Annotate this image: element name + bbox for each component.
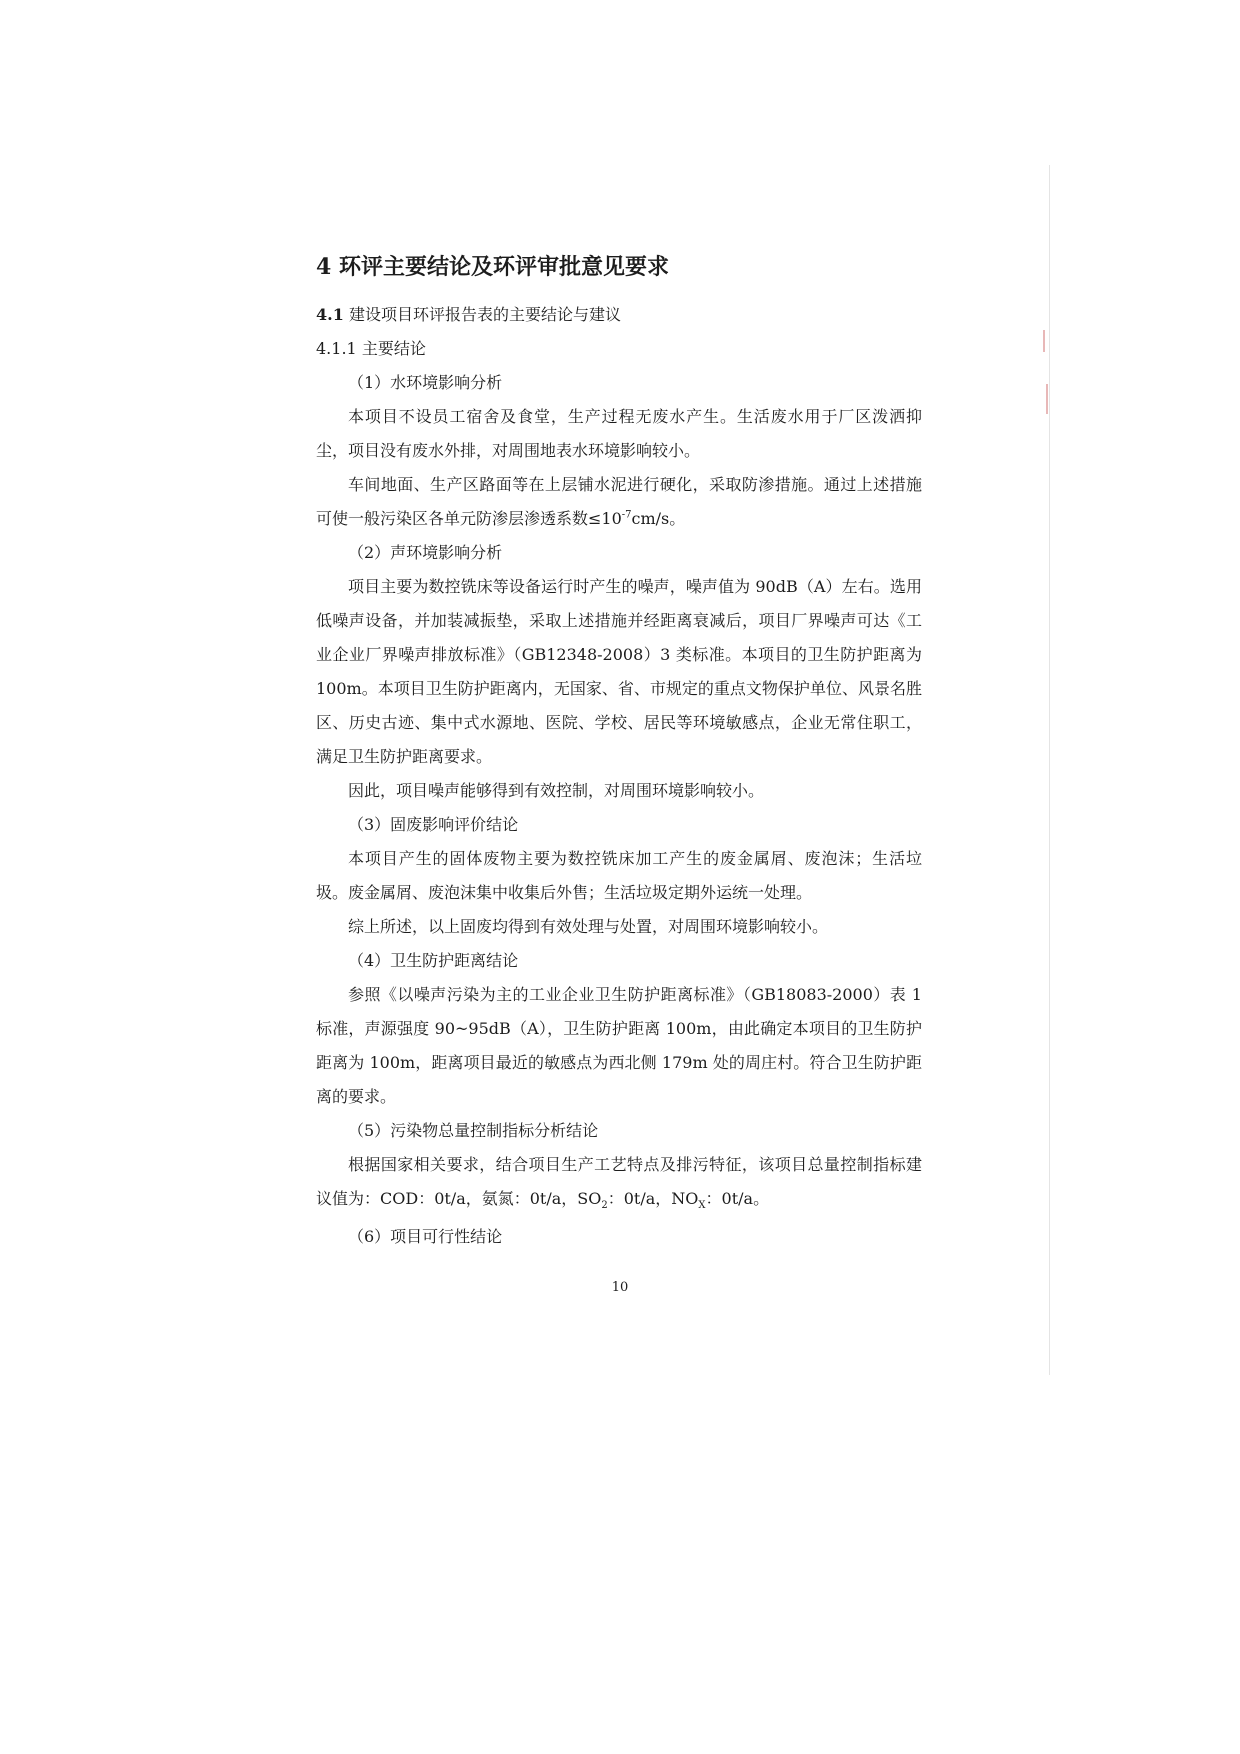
scan-mark-2 [1046, 384, 1048, 414]
exponent: -7 [621, 509, 632, 521]
subsection-number: 4.1.1 [316, 339, 357, 358]
noise-heading: （2）声环境影响分析 [348, 543, 503, 562]
feasibility-heading: （6）项目可行性结论 [348, 1227, 503, 1246]
page-number: 10 [611, 1280, 629, 1295]
distance-heading: （4）卫生防护距离结论 [348, 951, 519, 970]
solid-waste-paragraph-1: 本项目产生的固体废物主要为数控铣床加工产生的废金属屑、废泡沫；生活垃圾。废金属屑、废泡沫集中收集后外售；生活垃圾定期外运统一处理。 [316, 849, 922, 902]
scan-mark-1 [1043, 330, 1045, 352]
water-heading: （1）水环境影响分析 [348, 373, 503, 392]
document-page [316, 250, 922, 1254]
scan-edge-line [1049, 165, 1050, 1375]
subsection-heading [316, 332, 922, 366]
subsection-title: 主要结论 [361, 339, 426, 358]
section-number: 4.1 [316, 305, 344, 324]
section-title: 建设项目环评报告表的主要结论与建议 [348, 305, 621, 324]
solid-waste-heading: （3）固废影响评价结论 [348, 815, 519, 834]
water-paragraph-2 [316, 468, 922, 536]
pollutant-text-c: ：0t/a。 [705, 1189, 770, 1208]
chapter-heading: 4 环评主要结论及环评审批意见要求 [316, 254, 669, 280]
pollutant-paragraph-1 [316, 1148, 922, 1216]
noise-paragraph-1: 项目主要为数控铣床等设备运行时产生的噪声，噪声值为 90dB（A）左右。选用低噪声设备，并加装减振垫，采取上述措施并经距离衰减后，项目厂界噪声可达《工业企业厂界噪声排放标准》（GB12348-2008）3 类标准。本项目的卫生防护距离为 100m。本项目卫生防护距离内，无国家、省、市规定的重点文物保护单位、风景名胜区、历史古迹、集中式水源地、医院、学校、居民等环境敏感点，企业无常住职工，满足卫生防护距离要求。 [316, 577, 922, 766]
water-paragraph-2-unit: cm/s。 [631, 509, 686, 528]
pollutant-heading: （5）污染物总量控制指标分析结论 [348, 1121, 599, 1140]
pollutant-text-a: 根据国家相关要求，结合项目生产工艺特点及排污特征，该项目总量控制指标建议值为：COD：0t/a，氨氮：0t/a，SO [316, 1155, 922, 1208]
distance-paragraph-1: 参照《以噪声污染为主的工业企业卫生防护距离标准》（GB18083-2000）表 1 标准，声源强度 90~95dB（A），卫生防护距离 100m，由此确定本项目的卫生防护距离为 100m，距离项目最近的敏感点为西北侧 179m 处的周庄村。符合卫生防护距离的要求。 [316, 985, 922, 1106]
so2-subscript: 2 [601, 1200, 608, 1212]
water-paragraph-1: 本项目不设员工宿舍及食堂，生产过程无废水产生。生活废水用于厂区泼洒抑尘，项目没有废水外排，对周围地表水环境影响较小。 [316, 407, 922, 460]
solid-waste-paragraph-2: 综上所述，以上固废均得到有效处理与处置，对周围环境影响较小。 [348, 917, 829, 936]
pollutant-text-b: ：0t/a，NO [607, 1189, 699, 1208]
water-paragraph-2-text: 车间地面、生产区路面等在上层铺水泥进行硬化，采取防渗措施。通过上述措施可使一般污染区各单元防渗层渗透系数≤10 [316, 475, 922, 528]
section-heading [316, 298, 922, 332]
noise-paragraph-2: 因此，项目噪声能够得到有效控制，对周围环境影响较小。 [348, 781, 765, 800]
nox-subscript: X [698, 1200, 706, 1212]
